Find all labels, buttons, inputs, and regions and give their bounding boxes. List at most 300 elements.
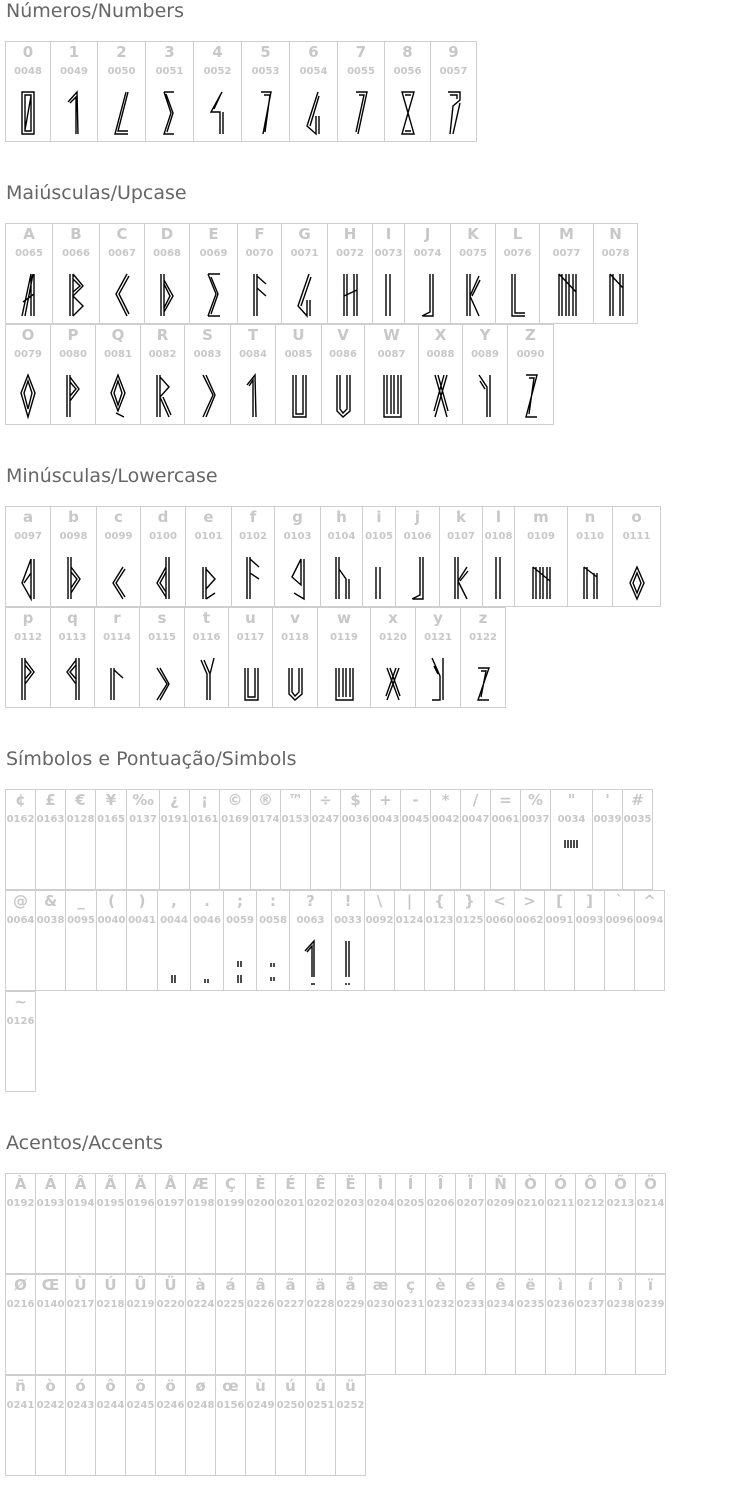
glyph-code-label: 0217 bbox=[66, 1299, 95, 1310]
glyph-code-label: 0043 bbox=[371, 814, 400, 825]
glyph-cell bbox=[184, 607, 229, 708]
glyph-cell bbox=[364, 324, 419, 425]
glyph-cell bbox=[99, 223, 145, 324]
glyph-preview bbox=[557, 272, 577, 318]
glyph-code-label: 0204 bbox=[366, 1198, 395, 1209]
glyph-char-label: Û bbox=[134, 1276, 147, 1294]
glyph-char-label: è bbox=[435, 1276, 446, 1294]
glyph-preview bbox=[108, 373, 128, 419]
glyph-cell bbox=[95, 789, 127, 890]
glyph-cell bbox=[364, 890, 395, 991]
glyph-char-label: Ñ bbox=[494, 1175, 507, 1193]
glyph-cell bbox=[193, 41, 242, 142]
glyph-char-label: F bbox=[254, 225, 265, 243]
glyph-cell bbox=[250, 789, 281, 890]
glyph-cell bbox=[140, 506, 186, 607]
glyph-char-label: : bbox=[270, 892, 276, 910]
glyph-char-label: + bbox=[379, 791, 392, 809]
glyph-cell bbox=[430, 789, 461, 890]
glyph-cell bbox=[35, 789, 66, 890]
glyph-cell bbox=[484, 890, 515, 991]
glyph-code-label: 0169 bbox=[221, 814, 249, 825]
glyph-char-label: c bbox=[114, 508, 123, 526]
glyph-code-label: 0193 bbox=[36, 1198, 65, 1209]
glyph-cell bbox=[331, 890, 365, 991]
glyph-cell bbox=[65, 1375, 96, 1476]
glyph-char-label: õ bbox=[135, 1377, 146, 1395]
glyph-code-label: 0054 bbox=[299, 66, 328, 77]
glyph-char-label: Œ bbox=[41, 1276, 60, 1294]
glyph-cell bbox=[485, 1173, 516, 1274]
glyph-preview bbox=[301, 939, 321, 985]
glyph-cell bbox=[215, 1375, 246, 1476]
glyph-cell bbox=[274, 506, 321, 607]
glyph-char-label: ú bbox=[285, 1377, 296, 1395]
glyph-preview bbox=[285, 656, 305, 702]
glyph-preview bbox=[531, 555, 551, 601]
glyph-code-label: 0046 bbox=[193, 915, 221, 926]
glyph-char-label: / bbox=[472, 791, 479, 809]
glyph-code-label: 0165 bbox=[97, 814, 125, 825]
glyph-preview bbox=[112, 90, 132, 136]
glyph-code-label: 0230 bbox=[366, 1299, 395, 1310]
glyph-cell bbox=[50, 506, 97, 607]
glyph-cell bbox=[35, 890, 66, 991]
glyph-cell bbox=[95, 1375, 126, 1476]
glyph-char-label: [ bbox=[556, 892, 563, 910]
glyph-cell bbox=[96, 506, 141, 607]
glyph-cell bbox=[335, 1173, 366, 1274]
glyph-preview bbox=[451, 555, 471, 601]
glyph-cell bbox=[321, 324, 365, 425]
glyph-cell bbox=[514, 890, 545, 991]
glyph-char-label: Z bbox=[525, 326, 536, 344]
glyph-char-label: ¢ bbox=[15, 791, 26, 809]
glyph-code-label: 0099 bbox=[104, 531, 133, 542]
glyph-cell bbox=[125, 1173, 156, 1274]
glyph-char-label: J bbox=[424, 225, 431, 243]
glyph-cell bbox=[215, 1173, 246, 1274]
glyph-preview bbox=[521, 373, 541, 419]
glyph-cell bbox=[574, 890, 605, 991]
glyph-cell bbox=[515, 1173, 546, 1274]
glyph-char-label: Õ bbox=[614, 1175, 627, 1193]
glyph-cell bbox=[305, 1173, 336, 1274]
glyph-code-label: 0120 bbox=[379, 632, 407, 643]
glyph-char-label: I bbox=[385, 225, 392, 243]
glyph-preview bbox=[489, 555, 509, 601]
glyph-code-label: 0214 bbox=[636, 1198, 665, 1209]
glyph-cell bbox=[460, 607, 506, 708]
glyph-preview bbox=[63, 656, 83, 702]
glyph-preview bbox=[606, 272, 626, 318]
glyph-preview bbox=[304, 90, 324, 136]
glyph-cell bbox=[96, 890, 127, 991]
glyph-char-label: @ bbox=[13, 892, 28, 910]
glyph-cell bbox=[275, 1173, 306, 1274]
glyph-code-label: 0229 bbox=[336, 1299, 365, 1310]
glyph-code-label: 0080 bbox=[59, 349, 87, 360]
glyph-code-label: 0125 bbox=[455, 915, 484, 926]
glyph-code-label: 0095 bbox=[67, 915, 95, 926]
glyph-cell bbox=[335, 1274, 366, 1375]
glyph-cell bbox=[5, 324, 51, 425]
glyph-cell bbox=[228, 607, 273, 708]
glyph-cell bbox=[125, 1375, 156, 1476]
glyph-code-label: 0067 bbox=[108, 248, 136, 259]
glyph-cell bbox=[185, 1173, 216, 1274]
glyph-cell bbox=[190, 890, 224, 991]
glyph-cell bbox=[593, 223, 638, 324]
glyph-char-label: ™ bbox=[288, 791, 303, 809]
glyph-code-label: 0191 bbox=[160, 814, 189, 825]
glyph-preview bbox=[109, 555, 129, 601]
glyph-cell bbox=[395, 1274, 426, 1375]
glyph-code-label: 0059 bbox=[226, 915, 254, 926]
glyph-cell bbox=[317, 607, 371, 708]
glyph-preview bbox=[444, 90, 464, 136]
glyph-preview bbox=[333, 373, 353, 419]
glyph-code-label: 0220 bbox=[156, 1299, 185, 1310]
glyph-preview bbox=[19, 272, 39, 318]
glyph-cell bbox=[327, 223, 373, 324]
glyph-row bbox=[5, 789, 653, 890]
glyph-cell bbox=[365, 1173, 396, 1274]
glyph-char-label: Q bbox=[111, 326, 125, 344]
glyph-cell bbox=[567, 506, 613, 607]
glyph-cell bbox=[155, 1173, 186, 1274]
glyph-code-label: 0128 bbox=[66, 814, 95, 825]
glyph-preview bbox=[199, 555, 219, 601]
glyph-char-label: C bbox=[116, 225, 128, 243]
glyph-code-label: 0083 bbox=[193, 349, 222, 360]
glyph-cell bbox=[65, 1173, 96, 1274]
glyph-code-label: 0069 bbox=[199, 248, 228, 259]
glyph-cell bbox=[35, 1274, 66, 1375]
glyph-code-label: 0048 bbox=[14, 66, 42, 77]
glyph-char-label: É bbox=[285, 1175, 296, 1193]
glyph-char-label: à bbox=[195, 1276, 206, 1294]
glyph-char-label: ? bbox=[306, 892, 315, 910]
glyph-char-label: { bbox=[434, 892, 445, 910]
glyph-char-label: Æ bbox=[192, 1175, 209, 1193]
glyph-cell bbox=[575, 1173, 606, 1274]
glyph-preview bbox=[243, 373, 263, 419]
glyph-cell bbox=[281, 223, 328, 324]
glyph-cell bbox=[289, 41, 338, 142]
glyph-code-label: 0195 bbox=[96, 1198, 125, 1209]
glyph-cell bbox=[335, 1375, 366, 1476]
glyph-char-label: f bbox=[249, 508, 257, 526]
glyph-code-label: 0234 bbox=[486, 1299, 515, 1310]
glyph-char-label: Ì bbox=[377, 1175, 384, 1193]
glyph-code-label: 0034 bbox=[557, 814, 586, 825]
glyph-cell bbox=[605, 1173, 636, 1274]
glyph-code-label: 0163 bbox=[36, 814, 65, 825]
glyph-cell bbox=[5, 41, 51, 142]
glyph-code-label: 0104 bbox=[327, 531, 356, 542]
glyph-code-label: 0093 bbox=[575, 915, 604, 926]
glyph-char-label: i bbox=[376, 508, 382, 526]
glyph-char-label: = bbox=[499, 791, 512, 809]
glyph-char-label: g bbox=[292, 508, 303, 526]
glyph-code-label: 0074 bbox=[413, 248, 442, 259]
glyph-code-label: 0078 bbox=[601, 248, 630, 259]
glyph-char-label: ¡ bbox=[201, 791, 208, 809]
glyph-code-label: 0242 bbox=[36, 1400, 65, 1411]
glyph-cell bbox=[575, 1274, 606, 1375]
glyph-code-label: 0100 bbox=[149, 531, 177, 542]
section-title-upcase: Maiúsculas/Upcase bbox=[6, 182, 187, 204]
glyph-code-label: 0068 bbox=[153, 248, 181, 259]
glyph-code-label: 0064 bbox=[6, 915, 35, 926]
glyph-preview bbox=[152, 656, 172, 702]
glyph-cell bbox=[275, 324, 322, 425]
glyph-code-label: 0212 bbox=[576, 1198, 605, 1209]
glyph-char-label: Å bbox=[164, 1175, 177, 1193]
glyph-char-label: ë bbox=[525, 1276, 536, 1294]
glyph-code-label: 0045 bbox=[401, 814, 430, 825]
glyph-cell bbox=[155, 1375, 186, 1476]
glyph-char-label: Ô bbox=[584, 1175, 597, 1193]
glyph-preview bbox=[197, 939, 217, 985]
glyph-char-label: ; bbox=[237, 892, 243, 910]
glyph-char-label: D bbox=[160, 225, 174, 243]
glyph-char-label: b bbox=[68, 508, 79, 526]
glyph-code-label: 0108 bbox=[484, 531, 513, 542]
glyph-char-label: 0 bbox=[22, 43, 34, 61]
glyph-char-label: â bbox=[255, 1276, 266, 1294]
glyph-char-label: á bbox=[225, 1276, 236, 1294]
glyph-cell bbox=[241, 41, 290, 142]
glyph-code-label: 0101 bbox=[194, 531, 223, 542]
glyph-cell bbox=[454, 890, 485, 991]
glyph-cell bbox=[245, 1375, 276, 1476]
glyph-char-label: Ã bbox=[104, 1175, 117, 1193]
glyph-char-label: O bbox=[21, 326, 35, 344]
glyph-cell bbox=[223, 890, 257, 991]
glyph-code-label: 0119 bbox=[330, 632, 358, 643]
glyph-char-label: Â bbox=[74, 1175, 87, 1193]
glyph-char-label: - bbox=[412, 791, 419, 809]
glyph-char-label: R bbox=[156, 326, 169, 344]
glyph-code-label: 0044 bbox=[160, 915, 188, 926]
glyph-code-label: 0226 bbox=[246, 1299, 275, 1310]
glyph-cell bbox=[439, 506, 483, 607]
glyph-preview bbox=[263, 939, 283, 985]
glyph-cell bbox=[635, 1274, 666, 1375]
glyph-char-label: ¿ bbox=[170, 791, 179, 809]
glyph-code-label: 0070 bbox=[245, 248, 274, 259]
glyph-code-label: 0050 bbox=[107, 66, 136, 77]
glyph-row bbox=[5, 324, 554, 425]
glyph-code-label: 0118 bbox=[281, 632, 309, 643]
glyph-code-label: 0245 bbox=[126, 1400, 155, 1411]
glyph-cell bbox=[539, 223, 594, 324]
glyph-cell bbox=[507, 324, 554, 425]
glyph-code-label: 0199 bbox=[216, 1198, 245, 1209]
glyph-char-label: È bbox=[255, 1175, 266, 1193]
glyph-char-label: j bbox=[414, 508, 421, 526]
glyph-char-label: * bbox=[441, 791, 450, 809]
glyph-preview bbox=[160, 90, 180, 136]
glyph-cell bbox=[404, 223, 451, 324]
glyph-char-label: w bbox=[337, 609, 351, 627]
glyph-cell bbox=[272, 607, 318, 708]
glyph-cell bbox=[5, 1173, 36, 1274]
glyph-code-label: 0250 bbox=[276, 1400, 305, 1411]
glyph-cell bbox=[159, 789, 190, 890]
glyph-code-label: 0117 bbox=[236, 632, 265, 643]
glyph-cell bbox=[495, 223, 540, 324]
glyph-cell bbox=[5, 1274, 36, 1375]
glyph-cell bbox=[35, 1173, 66, 1274]
glyph-cell bbox=[256, 890, 290, 991]
glyph-char-label: £ bbox=[45, 791, 56, 809]
glyph-cell bbox=[604, 890, 635, 991]
glyph-cell bbox=[140, 324, 185, 425]
glyph-code-label: 0156 bbox=[216, 1400, 245, 1411]
glyph-cell bbox=[462, 324, 508, 425]
glyph-code-label: 0062 bbox=[515, 915, 544, 926]
glyph-char-label: v bbox=[290, 609, 300, 627]
glyph-preview bbox=[107, 656, 127, 702]
glyph-code-label: 0205 bbox=[396, 1198, 425, 1209]
glyph-cell bbox=[372, 223, 405, 324]
glyph-code-label: 0033 bbox=[334, 915, 362, 926]
glyph-char-label: G bbox=[298, 225, 311, 243]
glyph-char-label: S bbox=[202, 326, 213, 344]
glyph-char-label: W bbox=[383, 326, 400, 344]
glyph-char-label: € bbox=[75, 791, 86, 809]
glyph-code-label: 0077 bbox=[552, 248, 581, 259]
glyph-char-label: ó bbox=[75, 1377, 86, 1395]
section-title-numbers: Números/Numbers bbox=[6, 0, 184, 22]
glyph-char-label: Ç bbox=[224, 1175, 236, 1193]
glyph-char-label: 3 bbox=[164, 43, 175, 61]
glyph-preview bbox=[580, 555, 600, 601]
glyph-char-label: ô bbox=[105, 1377, 116, 1395]
glyph-char-label: d bbox=[157, 508, 169, 526]
glyph-cell bbox=[485, 1274, 516, 1375]
glyph-code-label: 0236 bbox=[546, 1299, 575, 1310]
glyph-cell bbox=[5, 991, 36, 1092]
glyph-code-label: 0162 bbox=[6, 814, 35, 825]
glyph-code-label: 0121 bbox=[424, 632, 452, 643]
glyph-code-label: 0092 bbox=[365, 915, 394, 926]
glyph-cell bbox=[395, 1173, 426, 1274]
glyph-code-label: 0112 bbox=[14, 632, 42, 643]
glyph-cell bbox=[95, 1274, 126, 1375]
glyph-preview bbox=[627, 555, 647, 601]
glyph-char-label: 4 bbox=[212, 43, 223, 61]
glyph-cell bbox=[125, 1274, 156, 1375]
glyph-preview bbox=[18, 90, 38, 136]
glyph-cell bbox=[370, 607, 416, 708]
glyph-char-label: Ü bbox=[164, 1276, 177, 1294]
glyph-char-label: ê bbox=[495, 1276, 506, 1294]
glyph-code-label: 0115 bbox=[148, 632, 176, 643]
glyph-cell bbox=[545, 1274, 576, 1375]
glyph-cell bbox=[126, 789, 160, 890]
glyph-code-label: 0094 bbox=[635, 915, 664, 926]
glyph-code-label: 0232 bbox=[426, 1299, 455, 1310]
glyph-code-label: 0086 bbox=[329, 349, 357, 360]
glyph-code-label: 0060 bbox=[485, 915, 514, 926]
glyph-char-label: " bbox=[567, 791, 576, 809]
glyph-char-label: n bbox=[584, 508, 596, 526]
glyph-code-label: 0198 bbox=[186, 1198, 215, 1209]
glyph-row bbox=[5, 991, 36, 1092]
glyph-char-label: 9 bbox=[448, 43, 459, 61]
glyph-cell bbox=[245, 1274, 276, 1375]
glyph-preview bbox=[256, 90, 276, 136]
glyph-preview bbox=[241, 656, 261, 702]
glyph-char-label: L bbox=[512, 225, 523, 243]
glyph-preview bbox=[250, 272, 270, 318]
glyph-code-label: 0091 bbox=[545, 915, 574, 926]
glyph-char-label: t bbox=[202, 609, 211, 627]
glyph-code-label: 0174 bbox=[251, 814, 280, 825]
glyph-char-label: Ë bbox=[345, 1175, 356, 1193]
glyph-code-label: 0231 bbox=[396, 1299, 425, 1310]
glyph-code-label: 0102 bbox=[239, 531, 267, 542]
glyph-cell bbox=[157, 890, 191, 991]
glyph-cell bbox=[514, 506, 568, 607]
glyph-preview bbox=[382, 373, 402, 419]
glyph-cell bbox=[126, 890, 158, 991]
glyph-char-label: e bbox=[203, 508, 214, 526]
glyph-char-label: N bbox=[609, 225, 622, 243]
glyph-char-label: ì bbox=[557, 1276, 564, 1294]
glyph-cell bbox=[189, 789, 220, 890]
glyph-cell bbox=[185, 1274, 216, 1375]
glyph-row bbox=[5, 223, 638, 324]
glyph-preview bbox=[334, 656, 354, 702]
glyph-char-label: 7 bbox=[355, 43, 367, 61]
glyph-cell bbox=[237, 223, 282, 324]
glyph-cell bbox=[310, 789, 341, 890]
glyph-cell bbox=[215, 1274, 246, 1375]
glyph-code-label: 0073 bbox=[374, 248, 403, 259]
glyph-cell bbox=[189, 223, 238, 324]
glyph-code-label: 0055 bbox=[347, 66, 375, 77]
glyph-char-label: T bbox=[247, 326, 259, 344]
glyph-cell bbox=[482, 506, 515, 607]
glyph-char-label: À bbox=[14, 1175, 27, 1193]
glyph-code-label: 0035 bbox=[623, 814, 652, 825]
glyph-cell bbox=[155, 1274, 186, 1375]
glyph-char-label: r bbox=[113, 609, 121, 627]
glyph-char-label: æ bbox=[372, 1276, 389, 1294]
glyph-cell bbox=[340, 789, 371, 890]
glyph-char-label: l bbox=[495, 508, 502, 526]
glyph-code-label: 0039 bbox=[593, 814, 622, 825]
glyph-code-label: 0113 bbox=[58, 632, 87, 643]
glyph-cell bbox=[50, 41, 98, 142]
glyph-char-label: ÷ bbox=[319, 791, 332, 809]
glyph-char-label: ï bbox=[647, 1276, 654, 1294]
glyph-char-label: | bbox=[406, 892, 413, 910]
glyph-code-label: 0197 bbox=[156, 1198, 185, 1209]
glyph-row bbox=[5, 506, 661, 607]
glyph-char-label: ä bbox=[315, 1276, 326, 1294]
glyph-preview bbox=[230, 939, 250, 985]
glyph-preview bbox=[198, 373, 218, 419]
glyph-char-label: x bbox=[388, 609, 398, 627]
glyph-char-label: ò bbox=[45, 1377, 56, 1395]
glyph-row bbox=[5, 1375, 366, 1476]
